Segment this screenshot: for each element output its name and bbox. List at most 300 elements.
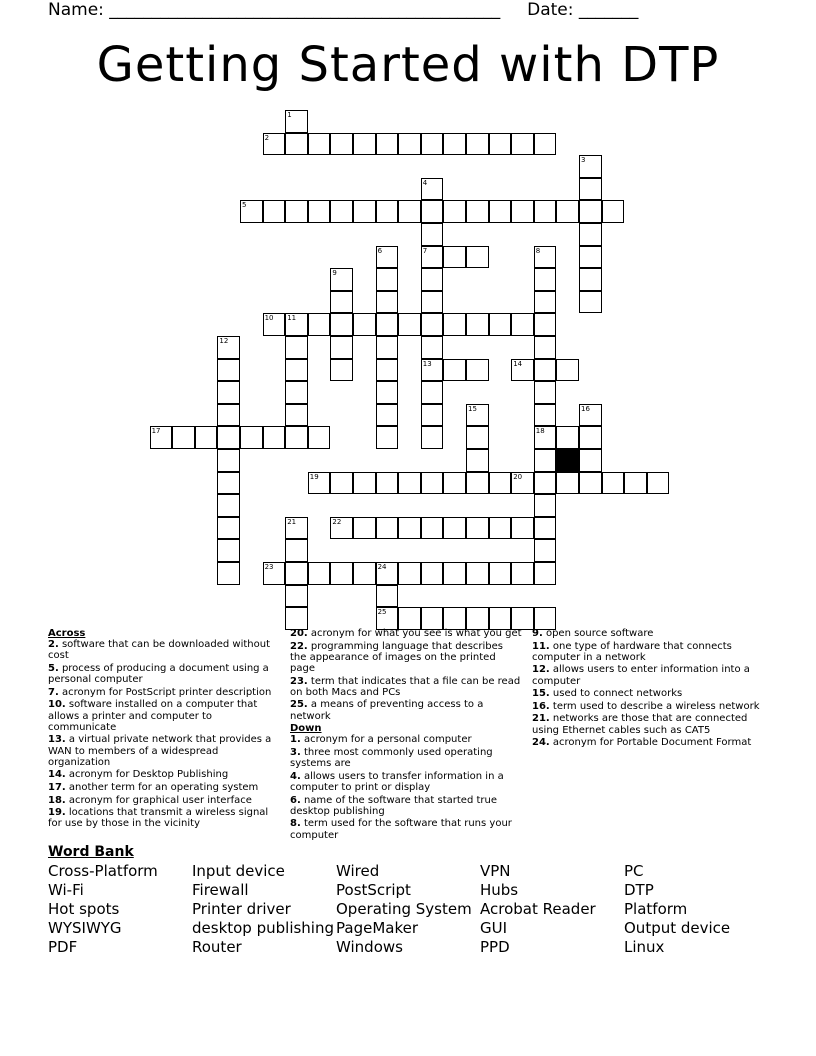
grid-cell[interactable] bbox=[330, 291, 353, 314]
grid-cell[interactable] bbox=[285, 359, 308, 382]
word-bank-item: PPD bbox=[480, 938, 510, 956]
grid-cell[interactable] bbox=[376, 313, 399, 336]
grid-cell[interactable] bbox=[376, 246, 399, 269]
clue-text: acronym for graphical user interface bbox=[65, 794, 252, 806]
grid-cell[interactable] bbox=[421, 268, 444, 291]
grid-cell[interactable] bbox=[421, 472, 444, 495]
cell-number: 8 bbox=[535, 246, 541, 255]
grid-cell[interactable] bbox=[285, 313, 308, 336]
grid-cell[interactable] bbox=[466, 607, 489, 630]
clue-number: 6. bbox=[290, 794, 301, 806]
grid-cell[interactable] bbox=[421, 200, 444, 223]
grid-cell[interactable] bbox=[466, 313, 489, 336]
grid-cell[interactable] bbox=[308, 313, 331, 336]
cell-number: 20 bbox=[513, 472, 523, 481]
clue-text: term that indicates that a file can be read on both Macs and PCs bbox=[290, 675, 521, 698]
grid-cell[interactable] bbox=[443, 200, 466, 223]
clue-text: acronym for what you see is what you get bbox=[307, 628, 522, 639]
grid-cell[interactable] bbox=[285, 426, 308, 449]
grid-cell[interactable] bbox=[647, 472, 670, 495]
grid-cell[interactable] bbox=[556, 472, 579, 495]
cell-number: 23 bbox=[264, 563, 274, 571]
grid-cell[interactable] bbox=[285, 200, 308, 223]
clue-item bbox=[532, 664, 764, 686]
grid-cell[interactable] bbox=[398, 313, 421, 336]
grid-cell[interactable] bbox=[285, 539, 308, 562]
grid-cell[interactable] bbox=[353, 472, 376, 495]
grid-cell[interactable] bbox=[376, 291, 399, 314]
clue-number: 2. bbox=[48, 639, 59, 651]
clue-item bbox=[48, 795, 276, 806]
date-field-label[interactable]: Date: _______ bbox=[527, 0, 639, 20]
grid-cell[interactable] bbox=[534, 359, 557, 382]
grid-cell[interactable] bbox=[285, 381, 308, 404]
grid-cell[interactable] bbox=[376, 472, 399, 495]
grid-cell[interactable] bbox=[579, 449, 602, 472]
grid-cell[interactable] bbox=[579, 426, 602, 449]
grid-cell[interactable] bbox=[421, 223, 444, 246]
cell-number: 9 bbox=[332, 269, 337, 278]
grid-cell[interactable] bbox=[511, 607, 534, 630]
clue-column-3 bbox=[532, 628, 764, 750]
clue-text: another term for an operating system bbox=[65, 781, 259, 793]
word-bank-item: PostScript bbox=[336, 881, 411, 899]
clue-item bbox=[48, 639, 276, 661]
word-bank-item: VPN bbox=[480, 862, 511, 880]
grid-cell[interactable] bbox=[534, 494, 557, 517]
word-bank-item: Wi-Fi bbox=[48, 881, 84, 899]
grid-cell[interactable] bbox=[376, 426, 399, 449]
grid-cell[interactable] bbox=[217, 336, 240, 359]
grid-cell[interactable] bbox=[285, 585, 308, 608]
clue-item bbox=[532, 688, 764, 699]
cell-number: 6 bbox=[377, 246, 383, 255]
grid-cell[interactable] bbox=[285, 562, 308, 585]
word-bank-item: WYSIWYG bbox=[48, 919, 122, 937]
clue-item bbox=[48, 807, 276, 829]
clue-text: software that can be downloaded without cost bbox=[48, 639, 271, 662]
grid-cell[interactable] bbox=[421, 381, 444, 404]
word-bank-heading: Word Bank bbox=[48, 844, 134, 860]
grid-cell[interactable] bbox=[466, 517, 489, 540]
grid-cell[interactable] bbox=[330, 313, 353, 336]
grid-cell[interactable] bbox=[421, 313, 444, 336]
grid-cell[interactable] bbox=[376, 607, 399, 630]
grid-cell[interactable] bbox=[511, 313, 534, 336]
cell-number: 14 bbox=[513, 359, 523, 368]
clue-text: acronym for PostScript printer description bbox=[58, 686, 272, 698]
clue-item bbox=[532, 628, 764, 639]
grid-cell[interactable] bbox=[353, 133, 376, 156]
clue-number: 13. bbox=[48, 734, 66, 746]
word-bank-item: DTP bbox=[624, 881, 654, 899]
grid-cell[interactable] bbox=[263, 200, 286, 223]
clue-item bbox=[48, 699, 276, 733]
clue-number: 21. bbox=[532, 713, 550, 725]
grid-cell[interactable] bbox=[466, 200, 489, 223]
grid-cell[interactable] bbox=[330, 562, 353, 585]
grid-cell[interactable] bbox=[353, 313, 376, 336]
clue-number: 15. bbox=[532, 688, 550, 700]
grid-cell[interactable] bbox=[556, 200, 579, 223]
grid-cell[interactable] bbox=[421, 607, 444, 630]
grid-cell[interactable] bbox=[534, 246, 557, 269]
grid-cell[interactable] bbox=[534, 472, 557, 495]
word-bank-item: GUI bbox=[480, 919, 508, 937]
grid-cell[interactable] bbox=[308, 200, 331, 223]
grid-cell[interactable] bbox=[489, 133, 512, 156]
grid-cell[interactable] bbox=[353, 517, 376, 540]
grid-cell[interactable] bbox=[534, 562, 557, 585]
grid-cell[interactable] bbox=[511, 562, 534, 585]
grid-cell[interactable] bbox=[398, 200, 421, 223]
cell-number: 24 bbox=[377, 563, 387, 571]
grid-cell[interactable] bbox=[217, 539, 240, 562]
grid-cell[interactable] bbox=[217, 494, 240, 517]
cell-number: 16 bbox=[581, 404, 590, 413]
grid-cell[interactable] bbox=[489, 562, 512, 585]
clue-number: 5. bbox=[48, 663, 59, 674]
clue-item bbox=[290, 747, 522, 769]
grid-cell[interactable] bbox=[263, 133, 286, 156]
cell-number: 5 bbox=[242, 201, 247, 210]
grid-cell[interactable] bbox=[489, 200, 512, 223]
clue-text: name of the software that started true desktop publishing bbox=[290, 794, 497, 817]
grid-cell[interactable] bbox=[443, 472, 466, 495]
grid-cell[interactable] bbox=[376, 268, 399, 291]
grid-cell[interactable] bbox=[217, 404, 240, 427]
grid-cell[interactable] bbox=[398, 607, 421, 630]
cell-number: 11 bbox=[287, 314, 297, 323]
clue-text: term used for the software that runs your computer bbox=[290, 818, 512, 841]
header-line bbox=[48, 0, 638, 20]
grid-cell[interactable] bbox=[217, 426, 240, 449]
grid-cell[interactable] bbox=[217, 562, 240, 585]
clue-text: software installed on a computer that allows a printer and computer to communicate bbox=[48, 699, 258, 733]
grid-cell[interactable] bbox=[534, 404, 557, 427]
clue-number: 8. bbox=[290, 818, 301, 830]
grid-cell[interactable] bbox=[602, 200, 625, 223]
grid-cell[interactable] bbox=[534, 336, 557, 359]
grid-cell[interactable] bbox=[330, 517, 353, 540]
clue-text: three most commonly used operating systems are bbox=[290, 746, 493, 770]
grid-cell[interactable] bbox=[376, 359, 399, 382]
grid-cell[interactable] bbox=[421, 336, 444, 359]
clue-number: 24. bbox=[532, 737, 550, 749]
grid-cell[interactable] bbox=[466, 133, 489, 156]
grid-cell[interactable] bbox=[556, 426, 579, 449]
grid-cell[interactable] bbox=[489, 517, 512, 540]
grid-cell[interactable] bbox=[421, 426, 444, 449]
word-bank-item: Linux bbox=[624, 938, 665, 956]
grid-cell[interactable] bbox=[534, 449, 557, 472]
word-bank-item: PageMaker bbox=[336, 919, 418, 937]
grid-cell[interactable] bbox=[398, 133, 421, 156]
grid-cell[interactable] bbox=[421, 291, 444, 314]
grid-cell[interactable] bbox=[489, 313, 512, 336]
clue-item bbox=[290, 818, 522, 840]
grid-cell[interactable] bbox=[263, 562, 286, 585]
grid-cell[interactable] bbox=[534, 133, 557, 156]
grid-cell[interactable] bbox=[376, 404, 399, 427]
clue-text: locations that transmit a wireless signal for use by those in the vicinity bbox=[48, 807, 269, 830]
grid-cell[interactable] bbox=[376, 336, 399, 359]
grid-cell[interactable] bbox=[443, 517, 466, 540]
grid-cell[interactable] bbox=[285, 336, 308, 359]
clue-item bbox=[290, 699, 522, 721]
across-heading: Across bbox=[48, 628, 86, 639]
grid-cell[interactable] bbox=[534, 200, 557, 223]
word-bank bbox=[48, 862, 768, 957]
grid-cell[interactable] bbox=[511, 200, 534, 223]
grid-cell[interactable] bbox=[330, 472, 353, 495]
cell-number: 10 bbox=[264, 314, 274, 323]
cell-number: 7 bbox=[422, 246, 428, 255]
grid-cell[interactable] bbox=[330, 268, 353, 291]
clue-item bbox=[48, 782, 276, 793]
grid-cell[interactable] bbox=[511, 472, 534, 495]
grid-cell[interactable] bbox=[421, 517, 444, 540]
clue-item bbox=[48, 687, 276, 698]
grid-cell[interactable] bbox=[511, 359, 534, 382]
grid-cell[interactable] bbox=[150, 426, 173, 449]
grid-cell[interactable] bbox=[263, 313, 286, 336]
grid-cell[interactable] bbox=[579, 246, 602, 269]
grid-cell[interactable] bbox=[421, 562, 444, 585]
clue-number: 4. bbox=[290, 770, 301, 782]
grid-cell[interactable] bbox=[579, 472, 602, 495]
word-bank-item: desktop publishing bbox=[192, 919, 335, 937]
grid-cell[interactable] bbox=[534, 313, 557, 336]
page-title: Getting Started with DTP bbox=[96, 37, 720, 93]
grid-cell[interactable] bbox=[308, 472, 331, 495]
clue-text: process of producing a document using a personal computer bbox=[48, 663, 269, 686]
word-bank-item: Hubs bbox=[480, 881, 519, 899]
clue-number: 3. bbox=[290, 746, 301, 758]
grid-cell[interactable] bbox=[443, 562, 466, 585]
clue-number: 23. bbox=[290, 675, 308, 687]
word-bank-item: Input device bbox=[192, 862, 285, 880]
clue-text: allows users to enter information into a computer bbox=[532, 664, 750, 687]
clue-number: 18. bbox=[48, 794, 66, 806]
grid-cell[interactable] bbox=[353, 200, 376, 223]
clue-number: 10. bbox=[48, 699, 66, 711]
grid-cell[interactable] bbox=[308, 426, 331, 449]
grid-cell[interactable] bbox=[285, 517, 308, 540]
grid-cell[interactable] bbox=[330, 200, 353, 223]
grid-cell[interactable] bbox=[376, 133, 399, 156]
grid-cell[interactable] bbox=[217, 517, 240, 540]
clue-column-2 bbox=[290, 628, 522, 842]
clue-item bbox=[532, 713, 764, 735]
clue-text: a virtual private network that provides a WAN to members of a widespread organization bbox=[48, 734, 272, 768]
clue-item bbox=[532, 737, 764, 748]
cell-number: 15 bbox=[468, 404, 477, 413]
clue-item bbox=[290, 641, 522, 675]
grid-cell[interactable] bbox=[579, 223, 602, 246]
grid-cell[interactable] bbox=[217, 449, 240, 472]
word-bank-item: Firewall bbox=[192, 881, 249, 899]
grid-cell[interactable] bbox=[466, 472, 489, 495]
grid-cell[interactable] bbox=[443, 246, 466, 269]
grid-cell[interactable] bbox=[443, 313, 466, 336]
grid-cell[interactable] bbox=[579, 200, 602, 223]
grid-cell[interactable] bbox=[421, 404, 444, 427]
grid-cell[interactable] bbox=[534, 539, 557, 562]
clue-text: acronym for Desktop Publishing bbox=[65, 769, 229, 781]
clue-number: 16. bbox=[532, 700, 550, 712]
grid-cell[interactable] bbox=[534, 517, 557, 540]
cell-number: 19 bbox=[309, 472, 319, 481]
grid-cell[interactable] bbox=[376, 517, 399, 540]
grid-cell[interactable] bbox=[172, 426, 195, 449]
grid-cell[interactable] bbox=[534, 268, 557, 291]
grid-cell[interactable] bbox=[195, 426, 218, 449]
clue-column-1 bbox=[48, 628, 276, 831]
grid-cell[interactable] bbox=[466, 404, 489, 427]
grid-cell[interactable] bbox=[353, 562, 376, 585]
grid-cell[interactable] bbox=[217, 381, 240, 404]
grid-cell[interactable] bbox=[466, 449, 489, 472]
grid-cell[interactable] bbox=[579, 291, 602, 314]
word-bank-item: Output device bbox=[624, 919, 731, 937]
clue-item bbox=[48, 769, 276, 780]
clue-item bbox=[290, 771, 522, 793]
clue-text: one type of hardware that connects computer in a network bbox=[532, 640, 732, 663]
clue-text: term used to describe a wireless network bbox=[549, 700, 760, 712]
clue-item bbox=[48, 734, 276, 768]
cell-number: 1 bbox=[287, 111, 292, 119]
clue-item bbox=[290, 676, 522, 698]
grid-cell[interactable] bbox=[398, 517, 421, 540]
clue-item bbox=[532, 701, 764, 712]
grid-cell[interactable] bbox=[421, 178, 444, 201]
grid-cell[interactable] bbox=[285, 607, 308, 630]
grid-cell[interactable] bbox=[330, 336, 353, 359]
grid-cell[interactable] bbox=[534, 381, 557, 404]
clue-item bbox=[532, 641, 764, 663]
cell-number: 21 bbox=[287, 517, 297, 526]
grid-cell[interactable] bbox=[308, 133, 331, 156]
clue-item bbox=[290, 734, 522, 745]
grid-cell[interactable] bbox=[579, 155, 602, 178]
word-bank-item: Hot spots bbox=[48, 900, 120, 918]
clue-item bbox=[48, 663, 276, 685]
clue-number: 14. bbox=[48, 769, 66, 781]
grid-cell[interactable] bbox=[602, 472, 625, 495]
word-bank-item: Printer driver bbox=[192, 900, 291, 918]
clue-number: 19. bbox=[48, 807, 66, 819]
word-bank-item: PC bbox=[624, 862, 644, 880]
word-bank-item: Windows bbox=[336, 938, 403, 956]
grid-cell[interactable] bbox=[466, 246, 489, 269]
clue-text: programming language that describes the appearance of images on the printed page bbox=[290, 640, 503, 674]
grid-cell[interactable] bbox=[534, 291, 557, 314]
cell-number: 12 bbox=[219, 337, 229, 345]
word-bank-item: PDF bbox=[48, 938, 78, 956]
clue-text: acronym for a personal computer bbox=[300, 734, 472, 746]
clue-item bbox=[290, 795, 522, 817]
grid-cell[interactable] bbox=[240, 426, 263, 449]
grid-cell[interactable] bbox=[376, 562, 399, 585]
cell-number: 17 bbox=[151, 427, 161, 436]
grid-cell[interactable] bbox=[330, 133, 353, 156]
grid-cell[interactable] bbox=[511, 517, 534, 540]
grid-cell[interactable] bbox=[398, 472, 421, 495]
grid-cell[interactable] bbox=[624, 472, 647, 495]
grid-cell[interactable] bbox=[285, 133, 308, 156]
down-heading: Down bbox=[290, 723, 322, 735]
grid-cell[interactable] bbox=[421, 246, 444, 269]
grid-cell[interactable] bbox=[443, 133, 466, 156]
name-field-label[interactable]: Name: ______________________________________________ bbox=[48, 0, 501, 20]
grid-cell[interactable] bbox=[579, 404, 602, 427]
grid-cell[interactable] bbox=[308, 562, 331, 585]
grid-cell[interactable] bbox=[489, 607, 512, 630]
grid-cell[interactable] bbox=[217, 472, 240, 495]
grid-cell[interactable] bbox=[466, 562, 489, 585]
cell-number: 22 bbox=[332, 517, 342, 526]
grid-cell[interactable] bbox=[579, 178, 602, 201]
clue-item bbox=[290, 628, 522, 639]
cell-number: 13 bbox=[422, 359, 432, 368]
clue-number: 20. bbox=[290, 628, 308, 639]
word-bank-item: Operating System bbox=[336, 900, 472, 918]
word-bank-item: Wired bbox=[336, 862, 380, 880]
grid-cell[interactable] bbox=[240, 200, 263, 223]
clue-number: 9. bbox=[532, 628, 543, 639]
clue-number: 7. bbox=[48, 686, 59, 698]
grid-cell[interactable] bbox=[579, 268, 602, 291]
grid-cell[interactable] bbox=[398, 562, 421, 585]
word-bank-item: Router bbox=[192, 938, 242, 956]
clue-text: allows users to transfer information in a computer to print or display bbox=[290, 770, 504, 793]
cell-number: 18 bbox=[535, 427, 545, 436]
grid-block bbox=[556, 449, 579, 472]
clue-number: 12. bbox=[532, 664, 550, 676]
grid-cell[interactable] bbox=[534, 607, 557, 630]
grid-cell[interactable] bbox=[511, 133, 534, 156]
grid-cell[interactable] bbox=[466, 426, 489, 449]
grid-cell[interactable] bbox=[466, 359, 489, 382]
grid-cell[interactable] bbox=[443, 607, 466, 630]
grid-cell[interactable] bbox=[376, 585, 399, 608]
clue-number: 17. bbox=[48, 781, 66, 793]
grid-cell[interactable] bbox=[285, 404, 308, 427]
clue-number: 1. bbox=[290, 734, 301, 746]
grid-cell[interactable] bbox=[421, 133, 444, 156]
grid-cell[interactable] bbox=[376, 381, 399, 404]
cell-number: 2 bbox=[264, 133, 270, 142]
grid-cell[interactable] bbox=[421, 359, 444, 382]
clue-text: acronym for Portable Document Format bbox=[549, 737, 752, 749]
grid-cell[interactable] bbox=[556, 359, 579, 382]
grid-cell[interactable] bbox=[534, 426, 557, 449]
cell-number: 3 bbox=[581, 156, 586, 165]
grid-cell[interactable] bbox=[217, 359, 240, 382]
word-bank-item: Cross-Platform bbox=[48, 862, 158, 880]
grid-cell[interactable] bbox=[376, 200, 399, 223]
grid-cell[interactable] bbox=[285, 110, 308, 133]
grid-cell[interactable] bbox=[330, 359, 353, 382]
grid-cell[interactable] bbox=[263, 426, 286, 449]
cell-number: 4 bbox=[422, 178, 428, 187]
grid-cell[interactable] bbox=[489, 472, 512, 495]
clue-number: 25. bbox=[290, 699, 308, 711]
clue-number: 22. bbox=[290, 640, 308, 652]
word-bank-item: Acrobat Reader bbox=[480, 900, 596, 918]
grid-cell[interactable] bbox=[443, 359, 466, 382]
